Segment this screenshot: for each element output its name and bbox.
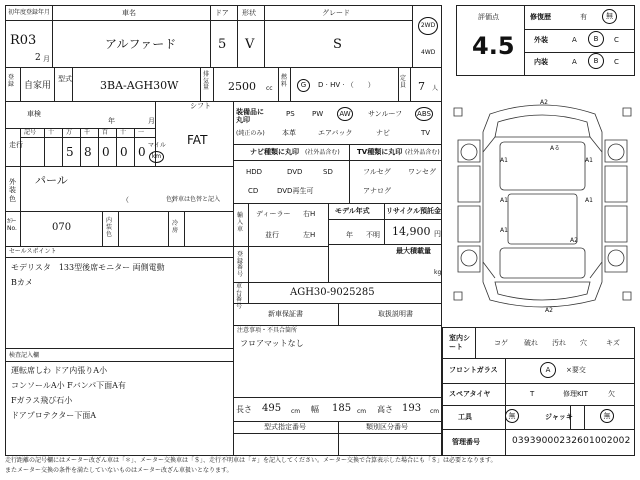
height-unit: cm bbox=[430, 408, 440, 415]
notes-label: 注意事項・不具合箇所 bbox=[237, 327, 298, 334]
tv-title: TV種類に丸印 bbox=[357, 148, 403, 156]
recycle-value: 14,900 bbox=[392, 225, 431, 238]
first-reg-label: 初年度登録年月 bbox=[8, 9, 51, 16]
fuel-options: D · HV · （ ） bbox=[318, 81, 375, 89]
shape-value: V bbox=[245, 37, 255, 52]
tools-circle: 無 bbox=[505, 409, 519, 423]
mileage-unit-1: 十 bbox=[48, 129, 55, 136]
nav-item-0: HDD bbox=[246, 168, 263, 176]
equip-row2-item-2: ナビ bbox=[376, 129, 390, 137]
tv-item2-0: アナログ bbox=[363, 187, 391, 195]
seat-item-2: 汚れ bbox=[552, 339, 566, 347]
spare-label: スペアタイヤ bbox=[449, 390, 491, 398]
drive-4wd: 4WD bbox=[421, 49, 436, 56]
inspector-line4: ドアプロテクター下面A bbox=[11, 411, 97, 420]
inspector-line3: Fガラス飛び石小 bbox=[11, 396, 73, 405]
inspector-line2: コンソールA小 Fバンパ下面A有 bbox=[11, 381, 126, 390]
eval-value: 4.5 bbox=[472, 32, 515, 60]
car-name-label: 車名 bbox=[122, 9, 136, 17]
km-circle: km bbox=[149, 151, 164, 163]
car-damage-diagram bbox=[450, 92, 635, 320]
mileage-unit-2: 万 bbox=[66, 129, 73, 136]
nav-item2-1: DVD再生可 bbox=[277, 187, 314, 195]
month-value: 2 bbox=[35, 53, 41, 63]
tv-item-0: フルセグ bbox=[363, 168, 391, 176]
year-value: R03 bbox=[10, 33, 37, 48]
int-label: 内装 bbox=[534, 58, 548, 66]
width-value: 185 bbox=[332, 403, 352, 414]
equip-row2-item-1: エアバック bbox=[318, 129, 353, 137]
front-glass-x: ×要交 bbox=[566, 366, 586, 374]
seat-item-3: 穴 bbox=[580, 339, 587, 347]
shift-label: シフト bbox=[190, 102, 211, 110]
import-label: 輸入車 bbox=[237, 212, 244, 234]
mileage-unit-0: 記号 bbox=[24, 129, 37, 136]
sales-line1: モデリスタ 133型後席モニター 両側電動 bbox=[11, 263, 165, 272]
diagram-label-1: A2 bbox=[545, 307, 553, 314]
mileage-unit-5: 十 bbox=[120, 129, 127, 136]
eval-label: 評価点 bbox=[478, 13, 499, 21]
equip-item-0: PS bbox=[286, 110, 295, 118]
diagram-label-8: A2 bbox=[570, 237, 578, 244]
left-h-label: 左H bbox=[303, 231, 316, 239]
nav-title: ナビ種類に丸印 bbox=[250, 148, 299, 156]
color-value: パール bbox=[35, 174, 68, 187]
mileage-digit-2: 0 bbox=[102, 145, 110, 159]
footer-line1: 走行距離の記号欄にはメーター改ざん車は「＊」、メーター交換車は「＄」、走行不明車は「＃」を記入してください。メーター交換で合算表示した場合にも「＄」は必要となります。 bbox=[5, 457, 497, 464]
door-value: 5 bbox=[218, 37, 227, 52]
equip-AW-circle: AW bbox=[337, 107, 353, 121]
reg-label: 登録番号 bbox=[237, 251, 244, 278]
color-code-label: ｶﾗｰNo. bbox=[7, 218, 17, 233]
vehicle-year-label: 年 bbox=[108, 117, 115, 125]
equip-row2-item-3: TV bbox=[421, 129, 431, 137]
row2-label-left: 登 録 bbox=[8, 74, 15, 89]
max-load-kg: kg bbox=[434, 269, 442, 276]
run-label: 走行 bbox=[9, 141, 23, 149]
ext-c: C bbox=[614, 36, 619, 44]
inspector-label: 検査記入欄 bbox=[9, 352, 40, 359]
width-label: 幅 bbox=[311, 405, 319, 414]
jack-circle: 無 bbox=[600, 409, 614, 423]
mgmt-value: 0393900023260100200​2 bbox=[512, 436, 631, 446]
sales-label: セールスポイント bbox=[9, 248, 57, 255]
manual-label: 取扱説明書 bbox=[378, 310, 413, 318]
ext-b-circle: B bbox=[588, 31, 604, 47]
shape-label: 形状 bbox=[242, 9, 256, 17]
usage-label: 自家用 bbox=[24, 81, 52, 91]
nav-item2-0: CD bbox=[248, 187, 259, 195]
diagram-label-0: A2 bbox=[540, 99, 548, 106]
grade-value: S bbox=[333, 37, 342, 52]
seat-item-0: コゲ bbox=[494, 339, 508, 347]
class-label: 類別区分番号 bbox=[366, 423, 408, 431]
repair-yes: 有 bbox=[580, 13, 587, 21]
spare-item-1: 修理KIT bbox=[563, 390, 588, 398]
equip-label: 装備品に丸印 bbox=[236, 108, 264, 125]
length-label: 長さ bbox=[236, 405, 252, 414]
tools-label: 工具 bbox=[458, 413, 472, 421]
footer-line2: またメーター交換の条件を満たしていないものはメーター改ざん車扱いとなります。 bbox=[5, 467, 233, 474]
mgmt-label: 管理番号 bbox=[452, 438, 480, 446]
width-unit: cm bbox=[357, 408, 367, 415]
displacement-value: 2500 bbox=[228, 80, 256, 93]
grade-label: グレード bbox=[322, 9, 350, 17]
chassis-label: 車台番号 bbox=[236, 283, 243, 310]
type-label: 型式 bbox=[58, 75, 72, 83]
type-cert-label: 型式指定番号 bbox=[264, 423, 306, 431]
model-year-label: モデル年式 bbox=[335, 207, 370, 215]
int-c: C bbox=[614, 58, 619, 66]
mileage-digit-1: 8 bbox=[84, 145, 92, 159]
month-unit: 月 bbox=[43, 55, 50, 63]
diagram-label-4: A1 bbox=[585, 157, 593, 164]
color-label: 外装色 bbox=[9, 178, 16, 203]
model-year-text: 年 bbox=[346, 231, 353, 239]
color-note: 色替車は色替と記入 bbox=[166, 196, 221, 203]
parallel-label: 並行 bbox=[265, 231, 279, 239]
recycle-yen: 円 bbox=[434, 230, 441, 238]
right-h-label: 右H bbox=[303, 210, 316, 218]
mileage-digit-0: 5 bbox=[66, 145, 74, 159]
tv-item-1: ワンセグ bbox=[408, 168, 436, 176]
spare-item-2: 欠 bbox=[608, 390, 615, 398]
recycle-label: リサイクル預託金 bbox=[386, 207, 442, 215]
mileage-unit-4: 百 bbox=[102, 129, 109, 136]
mileage-digit-4: 0 bbox=[138, 145, 146, 159]
diagram-label-2: A1 bbox=[500, 157, 508, 164]
displacement-label: 排気量 bbox=[203, 71, 210, 92]
nav-item-2: SD bbox=[323, 168, 333, 176]
equip-sublabel: (純正のみ) bbox=[236, 130, 265, 137]
color-code-value: 070 bbox=[52, 222, 72, 233]
inspector-line1: 運転席しわ ドア内張りA小 bbox=[11, 366, 108, 375]
seat-label: 室内シート bbox=[449, 334, 470, 352]
capacity-value: 7 bbox=[418, 80, 425, 93]
length-unit: cm bbox=[291, 408, 301, 415]
sales-line2: Bカメ bbox=[11, 278, 33, 287]
seat-item-4: キズ bbox=[606, 339, 620, 347]
diagram-label-6: A1 bbox=[500, 227, 508, 234]
ext-a: A bbox=[572, 36, 577, 44]
displacement-unit: cc bbox=[266, 85, 273, 92]
repair-no-circle: 無 bbox=[602, 9, 617, 24]
model-year-unknown: 不明 bbox=[366, 231, 380, 239]
vehicle-label: 車検 bbox=[27, 110, 41, 118]
fuel-selected-circle: G bbox=[297, 79, 310, 92]
spare-item-0: T bbox=[530, 390, 535, 398]
equip-ABS-circle: ABS bbox=[415, 107, 433, 121]
int-b-circle: B bbox=[588, 53, 604, 69]
dealer-label: ディーラー bbox=[256, 210, 291, 218]
height-value: 193 bbox=[402, 403, 422, 414]
shift-value: FAT bbox=[187, 133, 208, 147]
ext-label: 外装 bbox=[534, 36, 548, 44]
height-label: 高さ bbox=[377, 405, 393, 414]
nav-note: (社外品含む) bbox=[305, 149, 340, 156]
color-paren: （ ） bbox=[122, 196, 178, 204]
chassis-value: AGH30-9025285 bbox=[290, 287, 375, 298]
model-code: 3BA-AGH30W bbox=[100, 79, 179, 92]
notes-value: フロアマットなし bbox=[240, 339, 304, 348]
car-name-value: アルファード bbox=[105, 37, 177, 51]
vehicle-month-label: 月 bbox=[148, 117, 155, 125]
mileage-unit-6: 一 bbox=[138, 129, 145, 136]
door-label: ドア bbox=[215, 9, 229, 17]
cool-label: 冷房 bbox=[172, 220, 179, 235]
fuel-label: 燃料 bbox=[281, 74, 288, 88]
tv-note: (社外品含む) bbox=[405, 149, 440, 156]
max-load-label: 最大積載量 bbox=[396, 247, 431, 255]
repair-label: 修復歴 bbox=[530, 13, 551, 21]
nav-item-1: DVD bbox=[287, 168, 303, 176]
front-glass-label: フロントガラス bbox=[449, 366, 498, 374]
capacity-label: 定員 bbox=[400, 75, 407, 89]
diagram-label-3: A1 bbox=[500, 197, 508, 204]
mile-label: マイル bbox=[148, 142, 166, 149]
mileage-unit-3: 千 bbox=[84, 129, 91, 136]
capacity-unit: 人 bbox=[432, 85, 439, 92]
seat-item-1: 破れ bbox=[524, 339, 538, 347]
drive-2wd-circle: 2WD bbox=[418, 17, 438, 35]
int-a: A bbox=[572, 58, 577, 66]
equip-item-1: PW bbox=[312, 110, 324, 118]
jack-label: ジャッキ bbox=[545, 413, 573, 421]
diagram-label-7: Aる bbox=[550, 145, 561, 152]
front-glass-circle: A bbox=[540, 362, 556, 378]
equip-item-3: サンルーフ bbox=[368, 110, 403, 118]
length-value: 495 bbox=[262, 403, 282, 414]
warranty-label: 新車保証書 bbox=[268, 310, 303, 318]
diagram-label-5: A1 bbox=[585, 197, 593, 204]
mileage-digit-3: 0 bbox=[120, 145, 128, 159]
equip-row2-item-0: 本革 bbox=[282, 129, 296, 137]
interior-label: 内装色 bbox=[106, 217, 113, 239]
